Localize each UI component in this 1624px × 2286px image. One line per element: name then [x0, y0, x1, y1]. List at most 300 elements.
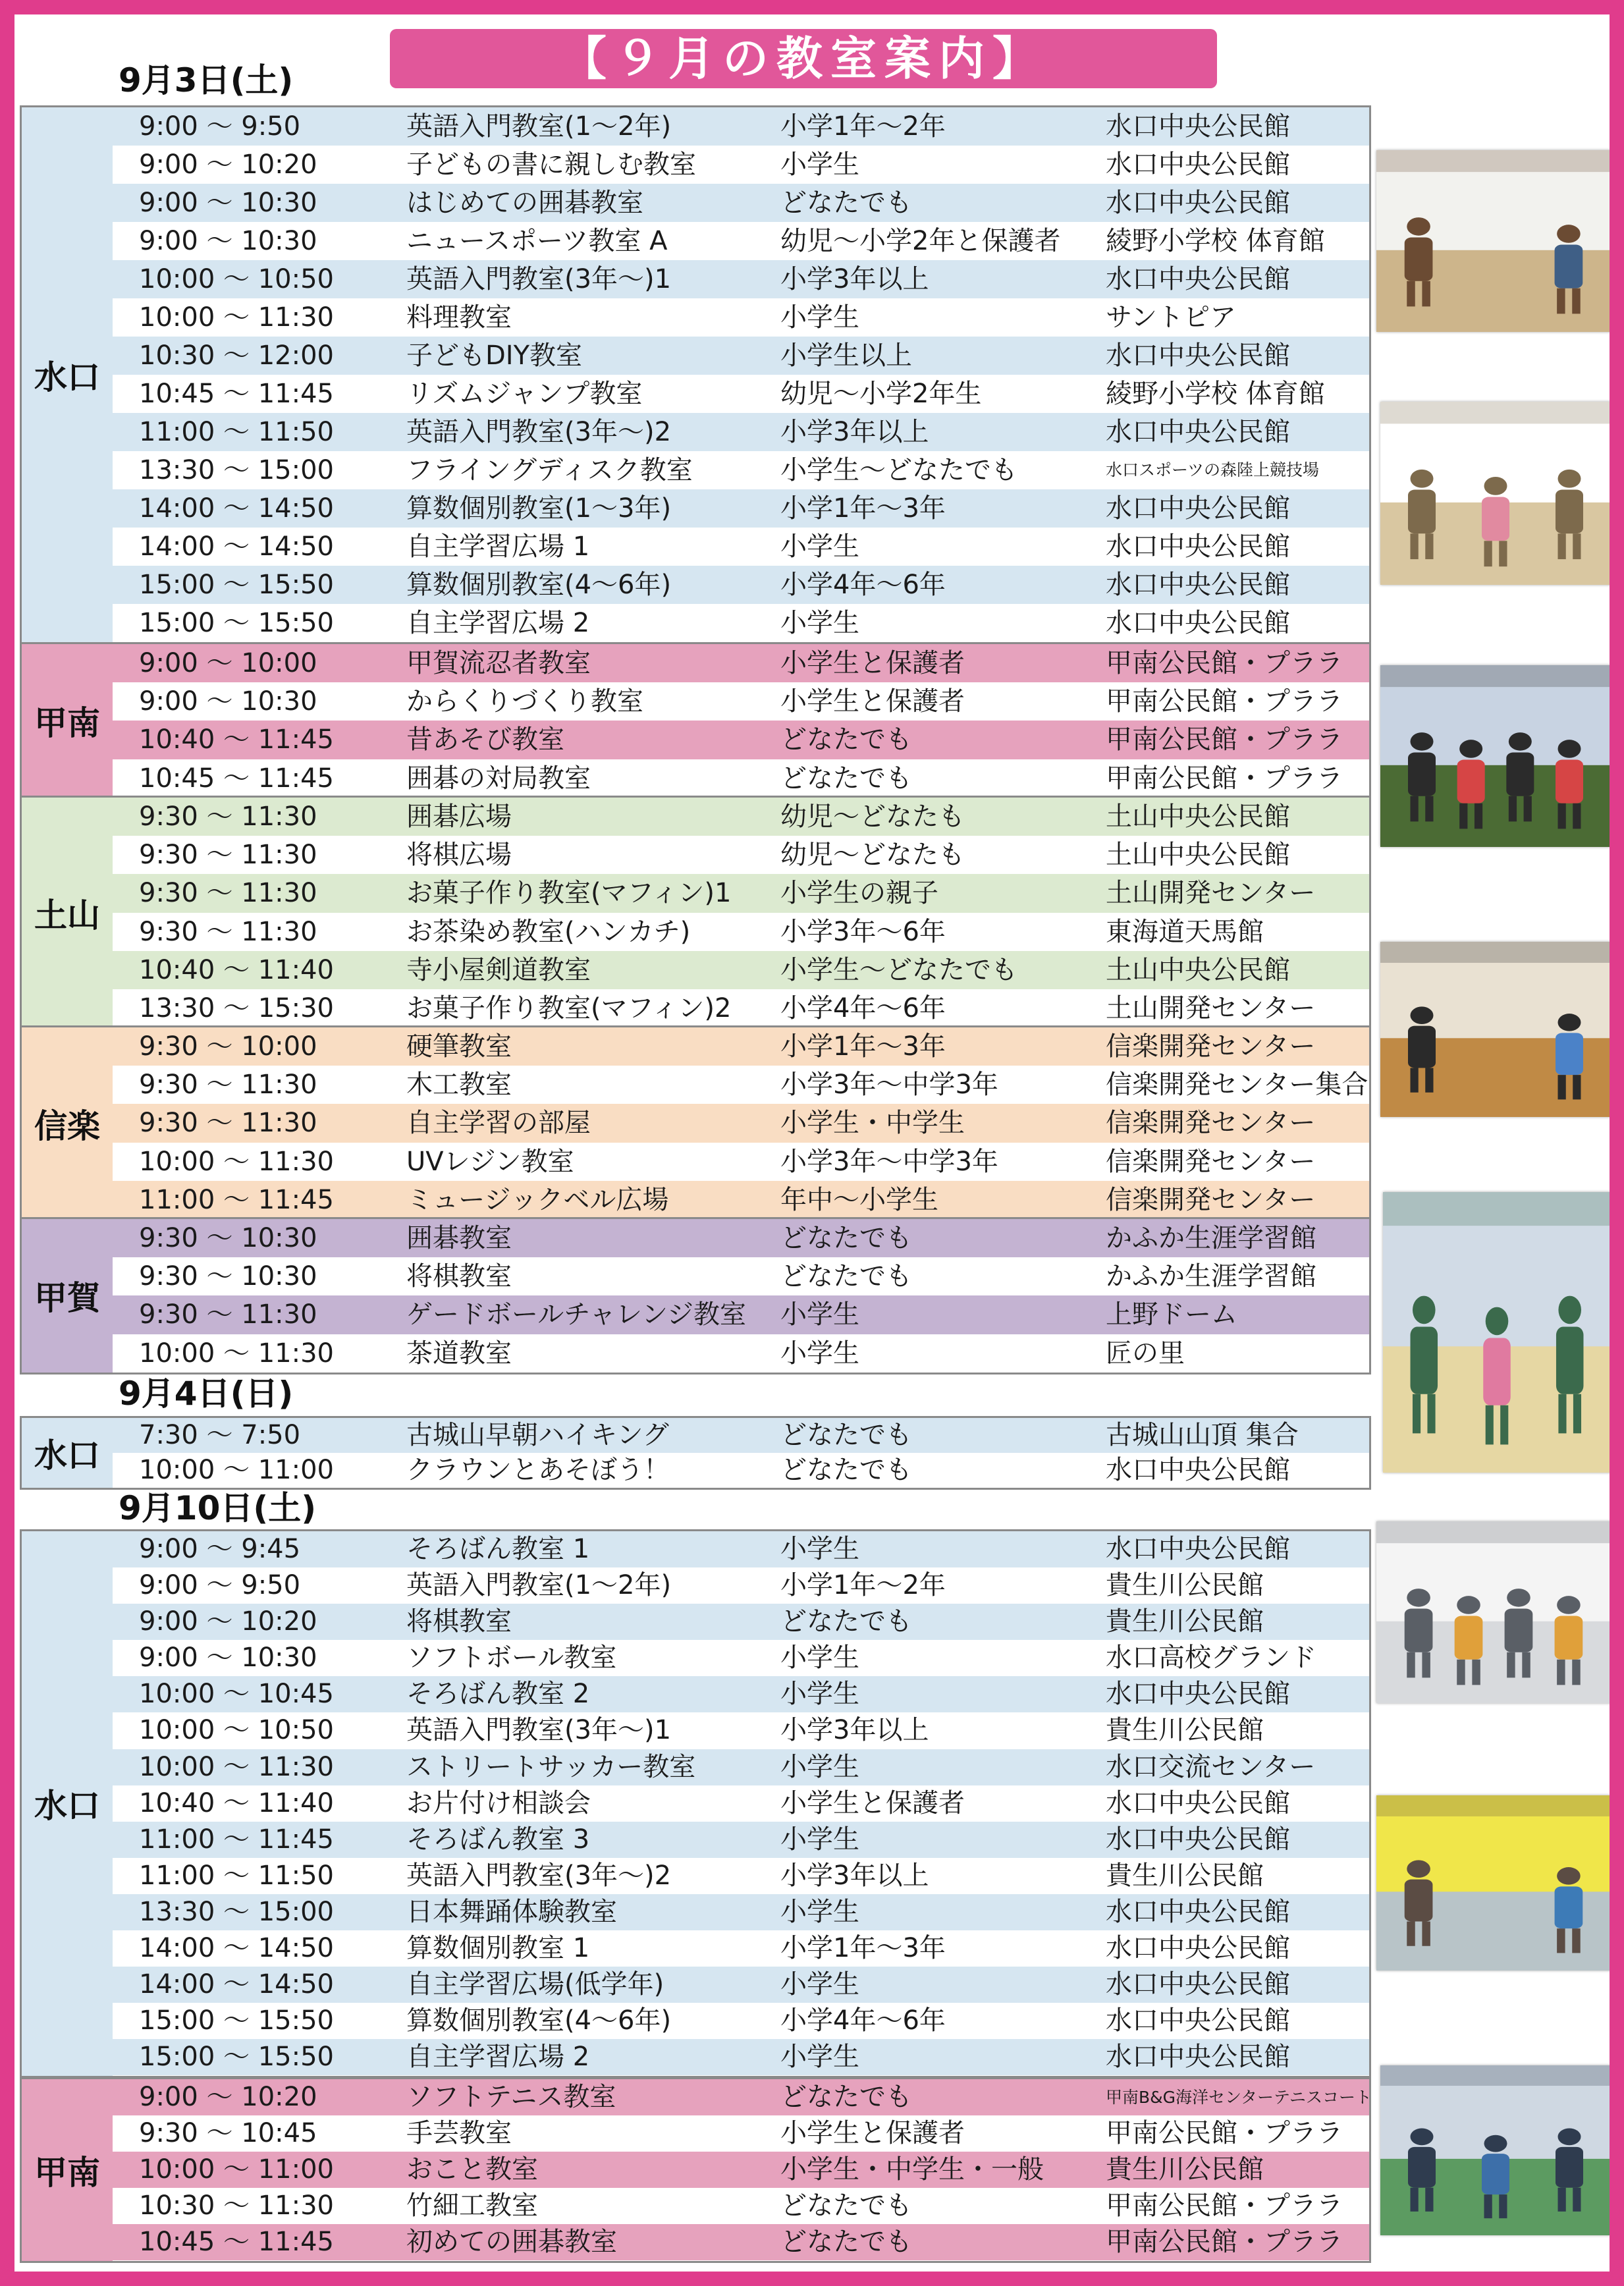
photo-farm-activity — [1380, 665, 1611, 847]
schedule-row — [113, 1712, 1369, 1749]
class-time: 9:00 ～ 10:30 — [139, 686, 317, 717]
class-time: 10:00 ～ 11:30 — [139, 1146, 334, 1177]
class-time: 11:00 ～ 11:45 — [139, 1824, 334, 1855]
class-time: 14:00 ～ 14:50 — [139, 493, 334, 524]
class-name: 茶道教室 — [406, 1338, 512, 1369]
schedule-row — [113, 1894, 1369, 1930]
class-target: 幼児～小学2年生 — [780, 379, 982, 409]
class-location: かふか生涯学習館 — [1106, 1223, 1316, 1253]
class-target: 小学3年～中学3年 — [780, 1070, 998, 1101]
class-target: 小学生 — [780, 1534, 859, 1564]
class-time: 11:00 ～ 11:50 — [139, 417, 334, 447]
schedule-row — [113, 1066, 1369, 1104]
class-location: 甲南公民館・プララ — [1106, 686, 1343, 717]
class-location: 上野ドーム — [1106, 1299, 1237, 1330]
class-location: 水口中央公民館 — [1106, 531, 1290, 562]
schedule-row — [113, 759, 1369, 798]
class-target: 小学3年～6年 — [780, 916, 946, 947]
class-time: 9:30 ～ 10:30 — [139, 1223, 317, 1253]
class-time: 9:00 ～ 9:50 — [139, 111, 301, 142]
class-time: 13:30 ～ 15:00 — [139, 1896, 334, 1927]
date-heading: 9月10日(土) — [119, 1489, 317, 1527]
schedule-row — [113, 451, 1369, 489]
schedule-row — [113, 1257, 1369, 1295]
class-time: 7:30 ～ 7:50 — [139, 1420, 301, 1450]
page-title: 【９月の教室案内】 — [390, 29, 1217, 88]
schedule-row — [113, 874, 1369, 912]
class-location: 水口中央公民館 — [1106, 2042, 1290, 2073]
region-label: 水口 — [22, 1531, 113, 2076]
class-name: リズムジャンプ教室 — [406, 379, 643, 409]
class-name: 算数個別教室(4～6年) — [406, 2005, 672, 2036]
class-name: 硬筆教室 — [406, 1031, 512, 1062]
class-location: 貴生川公民館 — [1106, 1570, 1264, 1601]
class-name: ゲードボールチャレンジ教室 — [406, 1299, 746, 1330]
class-location: 土山中央公民館 — [1106, 840, 1290, 871]
class-name: クラウンとあそぼう！ — [406, 1455, 670, 1485]
class-name: 自主学習の部屋 — [406, 1108, 591, 1139]
class-target: どなたでも — [780, 188, 912, 218]
class-time: 10:00 ～ 11:00 — [139, 1455, 334, 1485]
class-name: 自主学習広場 1 — [406, 531, 590, 562]
class-target: どなたでも — [780, 2227, 912, 2258]
class-name: UVレジン教室 — [406, 1146, 574, 1177]
class-time: 9:00 ～ 9:45 — [139, 1534, 301, 1564]
class-target: どなたでも — [780, 724, 912, 755]
class-time: 10:30 ～ 12:00 — [139, 340, 334, 371]
class-target: 小学生と保護者 — [780, 2118, 965, 2149]
schedule-row — [113, 1967, 1369, 2003]
class-name: 自主学習広場 2 — [406, 608, 590, 638]
class-time: 9:00 ～ 10:30 — [139, 188, 317, 218]
class-name: お茶染め教室(ハンカチ) — [406, 916, 691, 947]
class-target: 小学生 — [780, 150, 859, 180]
class-name: 将棋教室 — [406, 1261, 512, 1292]
class-target: 小学生 — [780, 1751, 859, 1782]
schedule-row — [113, 721, 1369, 759]
class-target: 小学3年以上 — [780, 417, 929, 447]
class-time: 10:40 ～ 11:40 — [139, 954, 334, 985]
schedule-row — [113, 644, 1369, 682]
class-name: ソフトボール教室 — [406, 1643, 617, 1674]
class-name: 英語入門教室(3年～)1 — [406, 264, 672, 294]
class-target: 小学3年以上 — [780, 1715, 929, 1746]
class-name: 将棋広場 — [406, 840, 512, 871]
class-time: 10:00 ～ 11:30 — [139, 1338, 334, 1369]
schedule-row — [113, 337, 1369, 375]
class-name: 寺小屋剣道教室 — [406, 954, 591, 985]
schedule-row — [113, 989, 1369, 1027]
class-location: 水口中央公民館 — [1106, 1933, 1290, 1964]
class-location: 甲南公民館・プララ — [1106, 724, 1343, 755]
class-target: 小学生 — [780, 1338, 859, 1369]
class-location: 水口中央公民館 — [1106, 1896, 1290, 1927]
class-location: 甲南公民館・プララ — [1106, 763, 1343, 794]
class-target: 小学生と保護者 — [780, 1787, 965, 1818]
class-name: 自主学習広場 2 — [406, 2042, 590, 2073]
schedule-row — [113, 2079, 1372, 2115]
class-target: 幼児～どなたも — [780, 840, 965, 871]
schedule-row — [113, 2152, 1369, 2188]
schedule-row — [113, 528, 1369, 566]
class-location: 土山開発センター — [1106, 878, 1316, 909]
schedule-row — [113, 1604, 1369, 1640]
schedule-row — [113, 1567, 1369, 1604]
class-location: 水口中央公民館 — [1106, 493, 1290, 524]
class-name: フライングディスク教室 — [406, 455, 693, 485]
class-name: からくりづくり教室 — [406, 686, 643, 717]
class-target: 小学3年～中学3年 — [780, 1146, 998, 1177]
class-time: 9:30 ～ 11:30 — [139, 840, 317, 871]
class-name: 子どもDIY教室 — [406, 340, 583, 371]
schedule-row — [113, 1676, 1369, 1712]
class-target: 小学生と保護者 — [780, 648, 965, 678]
class-name: 算数個別教室(1～3年) — [406, 493, 672, 524]
schedule-row — [113, 1181, 1369, 1219]
class-name: そろばん教室 2 — [406, 1679, 590, 1710]
class-target: 小学生 — [780, 302, 859, 333]
class-target: 小学1年～3年 — [780, 493, 946, 524]
class-time: 14:00 ～ 14:50 — [139, 531, 334, 562]
class-location: 水口中央公民館 — [1106, 111, 1290, 142]
photo-gym-event — [1380, 942, 1611, 1117]
class-target: 小学生 — [780, 608, 859, 638]
region-label: 甲賀 — [22, 1219, 113, 1373]
class-location: 水口中央公民館 — [1106, 188, 1290, 218]
schedule-row — [113, 682, 1369, 721]
class-time: 9:00 ～ 9:50 — [139, 1570, 301, 1601]
class-name: 囲碁の対局教室 — [406, 763, 591, 794]
class-target: 小学1年～3年 — [780, 1933, 946, 1964]
class-target: 小学1年～3年 — [780, 1031, 946, 1062]
class-location: 水口高校グランド — [1106, 1643, 1316, 1674]
class-name: 木工教室 — [406, 1070, 512, 1101]
class-target: 小学生 — [780, 1643, 859, 1674]
photo-traditional-play — [1380, 402, 1611, 585]
class-location: 甲南公民館・プララ — [1106, 2191, 1343, 2221]
class-name: 子どもの書に親しむ教室 — [406, 150, 696, 180]
class-time: 10:40 ～ 11:40 — [139, 1787, 334, 1818]
class-time: 10:00 ～ 11:30 — [139, 302, 334, 333]
class-location: 土山中央公民館 — [1106, 954, 1290, 985]
class-name: お片付け相談会 — [406, 1787, 591, 1818]
class-time: 14:00 ～ 14:50 — [139, 1969, 334, 2000]
class-name: 手芸教室 — [406, 2118, 512, 2149]
class-location: 甲南公民館・プララ — [1106, 648, 1343, 678]
class-time: 10:45 ～ 11:45 — [139, 379, 334, 409]
class-name: ミュージックベル広場 — [406, 1184, 669, 1215]
region-label: 甲南 — [22, 2079, 113, 2261]
photo-cooking-class — [1376, 1521, 1611, 1703]
class-location: 水口中央公民館 — [1106, 1534, 1290, 1564]
class-target: どなたでも — [780, 2191, 912, 2221]
class-target: 小学生 — [780, 2042, 859, 2073]
class-location: 水口交流センター — [1106, 1751, 1316, 1782]
schedule-row — [113, 1930, 1369, 1967]
class-name: 古城山早朝ハイキング — [406, 1420, 669, 1450]
class-location: 水口中央公民館 — [1106, 1787, 1290, 1818]
schedule-row — [113, 489, 1369, 528]
class-name: 英語入門教室(1～2年) — [406, 111, 672, 142]
class-time: 15:00 ～ 15:50 — [139, 2005, 334, 2036]
class-time: 10:00 ～ 10:50 — [139, 1715, 334, 1746]
class-name: 自主学習広場(低学年) — [406, 1969, 664, 2000]
class-target: 小学3年以上 — [780, 264, 929, 294]
class-name: お菓子作り教室(マフィン)1 — [406, 878, 732, 909]
class-location: 水口中央公民館 — [1106, 1824, 1290, 1855]
class-time: 9:00 ～ 10:20 — [139, 150, 317, 180]
class-target: 小学4年～6年 — [780, 570, 946, 600]
class-name: 囲碁教室 — [406, 1223, 512, 1253]
region-block — [20, 2077, 1371, 2263]
class-location: 土山開発センター — [1106, 993, 1316, 1023]
schedule-row — [113, 1785, 1369, 1822]
class-name: 竹細工教室 — [406, 2191, 538, 2221]
class-time: 9:00 ～ 10:20 — [139, 2082, 317, 2112]
class-location: 水口中央公民館 — [1106, 340, 1290, 371]
class-location: 水口中央公民館 — [1106, 570, 1290, 600]
class-location: 水口中央公民館 — [1106, 608, 1290, 638]
class-name: 英語入門教室(3年～)2 — [406, 417, 672, 447]
class-location: 貴生川公民館 — [1106, 1606, 1264, 1637]
class-target: 小学1年～2年 — [780, 111, 946, 142]
schedule-row — [113, 1858, 1369, 1894]
class-name: ストリートサッカー教室 — [406, 1751, 696, 1782]
class-target: 小学生 — [780, 1299, 859, 1330]
schedule-row — [113, 1104, 1369, 1142]
region-label: 甲南 — [22, 644, 113, 798]
schedule-row — [113, 222, 1369, 260]
class-name: 日本舞踊体験教室 — [406, 1896, 617, 1927]
class-time: 10:00 ～ 10:45 — [139, 1679, 334, 1710]
schedule-row — [113, 836, 1369, 874]
class-location: 信楽開発センター集合 — [1106, 1070, 1368, 1101]
class-location: 信楽開発センター — [1106, 1146, 1316, 1177]
class-time: 9:30 ～ 10:45 — [139, 2118, 317, 2149]
class-name: 昔あそび教室 — [406, 724, 564, 755]
class-name: 初めての囲碁教室 — [406, 2227, 617, 2258]
class-location: 信楽開発センター — [1106, 1108, 1316, 1139]
region-label: 水口 — [22, 107, 113, 642]
class-target: 小学生～どなたでも — [780, 954, 1017, 985]
region-block — [20, 796, 1371, 1029]
region-block — [20, 642, 1371, 800]
class-target: 小学生 — [780, 1679, 859, 1710]
class-location: 水口中央公民館 — [1106, 264, 1290, 294]
class-time: 11:00 ～ 11:45 — [139, 1184, 334, 1215]
class-name: 算数個別教室(4～6年) — [406, 570, 672, 600]
class-location: 甲南B&G海洋センターテニスコート — [1106, 2088, 1372, 2107]
region-label: 水口 — [22, 1418, 113, 1488]
class-time: 9:30 ～ 11:30 — [139, 1070, 317, 1101]
class-time: 9:30 ～ 11:30 — [139, 878, 317, 909]
schedule-row — [113, 2039, 1369, 2075]
class-target: 年中～小学生 — [780, 1184, 938, 1215]
class-time: 9:30 ～ 10:30 — [139, 1261, 317, 1292]
class-target: どなたでも — [780, 763, 912, 794]
class-location: 甲南公民館・プララ — [1106, 2227, 1343, 2258]
photo-tennis-class — [1380, 2065, 1611, 2235]
class-name: そろばん教室 3 — [406, 1824, 590, 1855]
class-location: 水口中央公民館 — [1106, 2005, 1290, 2036]
class-location: かふか生涯学習館 — [1106, 1261, 1316, 1292]
schedule-row — [113, 298, 1369, 337]
class-time: 9:00 ～ 10:30 — [139, 226, 317, 256]
class-time: 13:30 ～ 15:00 — [139, 455, 334, 485]
photo-indoor-hall — [1383, 1192, 1611, 1473]
class-target: どなたでも — [780, 1261, 912, 1292]
class-time: 14:00 ～ 14:50 — [139, 1933, 334, 1964]
class-target: 小学生の親子 — [780, 878, 938, 909]
region-block — [20, 1025, 1371, 1221]
class-location: 水口中央公民館 — [1106, 1969, 1290, 2000]
schedule-row — [113, 1027, 1369, 1066]
class-target: 小学3年以上 — [780, 1860, 929, 1891]
class-time: 9:00 ～ 10:30 — [139, 1643, 317, 1674]
class-location: 匠の里 — [1106, 1338, 1185, 1369]
class-target: 小学生 — [780, 1969, 859, 2000]
schedule-row — [113, 913, 1369, 951]
class-location: 信楽開発センター — [1106, 1184, 1316, 1215]
class-location: 綾野小学校 体育館 — [1106, 379, 1325, 409]
class-location: 貴生川公民館 — [1106, 1715, 1264, 1746]
schedule-row — [113, 375, 1369, 413]
schedule-row — [113, 1143, 1369, 1181]
class-target: 幼児～どなたも — [780, 802, 965, 832]
schedule-row — [113, 1453, 1369, 1488]
class-time: 9:30 ～ 11:30 — [139, 1299, 317, 1330]
class-target: どなたでも — [780, 1455, 912, 1485]
class-target: 小学生・中学生・一般 — [780, 2154, 1044, 2185]
class-time: 13:30 ～ 15:30 — [139, 993, 334, 1023]
class-target: どなたでも — [780, 1606, 912, 1637]
date-heading: 9月3日(土) — [119, 61, 294, 99]
class-time: 10:00 ～ 11:30 — [139, 1751, 334, 1782]
region-block — [20, 105, 1371, 644]
class-time: 9:30 ～ 11:30 — [139, 802, 317, 832]
class-target: どなたでも — [780, 1420, 912, 1450]
class-target: 小学4年～6年 — [780, 2005, 946, 2036]
class-target: 小学4年～6年 — [780, 993, 946, 1023]
photo-craft-class — [1376, 1795, 1611, 1971]
region-block — [20, 1217, 1371, 1374]
class-time: 9:00 ～ 10:20 — [139, 1606, 317, 1637]
class-location: 東海道天馬館 — [1106, 916, 1264, 947]
date-heading: 9月4日(日) — [119, 1374, 294, 1413]
class-location: サントピア — [1106, 302, 1236, 333]
class-location: 水口中央公民館 — [1106, 1455, 1290, 1485]
class-location: 古城山山頂 集合 — [1106, 1420, 1299, 1450]
schedule-row — [113, 146, 1369, 184]
class-location: 甲南公民館・プララ — [1106, 2118, 1343, 2149]
class-target: 小学生～どなたでも — [780, 455, 1017, 485]
class-location: 土山中央公民館 — [1106, 802, 1290, 832]
class-time: 9:30 ～ 11:30 — [139, 916, 317, 947]
schedule-row — [113, 2224, 1369, 2260]
class-time: 10:45 ～ 11:45 — [139, 2227, 334, 2258]
class-location: 信楽開発センター — [1106, 1031, 1316, 1062]
photo-shogi-class — [1376, 150, 1611, 332]
schedule-row — [113, 1749, 1369, 1785]
schedule-row — [113, 184, 1369, 222]
class-name: 料理教室 — [406, 302, 512, 333]
schedule-row — [113, 2188, 1369, 2224]
class-time: 9:30 ～ 11:30 — [139, 1108, 317, 1139]
class-location: 貴生川公民館 — [1106, 1860, 1264, 1891]
schedule-row — [113, 1219, 1369, 1257]
class-target: 小学生 — [780, 531, 859, 562]
schedule-row — [113, 2115, 1369, 2152]
class-location: 水口中央公民館 — [1106, 417, 1290, 447]
schedule-row — [113, 260, 1369, 298]
class-time: 10:30 ～ 11:30 — [139, 2191, 334, 2221]
schedule-row — [113, 566, 1369, 604]
class-time: 9:00 ～ 10:00 — [139, 648, 317, 678]
class-target: 小学生 — [780, 1824, 859, 1855]
class-time: 11:00 ～ 11:50 — [139, 1860, 334, 1891]
class-location: 水口中央公民館 — [1106, 150, 1290, 180]
schedule-row — [113, 798, 1369, 836]
class-time: 10:45 ～ 11:45 — [139, 763, 334, 794]
schedule-row — [113, 1295, 1369, 1334]
class-time: 10:00 ～ 10:50 — [139, 264, 334, 294]
class-time: 10:40 ～ 11:45 — [139, 724, 334, 755]
region-label: 信楽 — [22, 1027, 113, 1219]
class-name: 英語入門教室(3年～)2 — [406, 1860, 672, 1891]
schedule-row — [113, 604, 1369, 642]
class-target: 小学生と保護者 — [780, 686, 965, 717]
class-target: 小学生・中学生 — [780, 1108, 965, 1139]
schedule-row — [113, 107, 1369, 146]
region-label: 土山 — [22, 798, 113, 1027]
class-name: ニュースポーツ教室 A — [406, 226, 668, 256]
class-time: 15:00 ～ 15:50 — [139, 2042, 334, 2073]
class-location: 貴生川公民館 — [1106, 2154, 1264, 2185]
schedule-row — [113, 1531, 1369, 1567]
class-location: 水口中央公民館 — [1106, 1679, 1290, 1710]
class-name: はじめての囲碁教室 — [406, 188, 643, 218]
schedule-row — [113, 951, 1369, 989]
class-name: ソフトテニス教室 — [406, 2082, 616, 2112]
class-name: 算数個別教室 1 — [406, 1933, 590, 1964]
class-target: どなたでも — [780, 2082, 912, 2112]
class-target: 小学1年～2年 — [780, 1570, 946, 1601]
class-target: 小学生以上 — [780, 340, 912, 371]
class-target: どなたでも — [780, 1223, 912, 1253]
class-time: 15:00 ～ 15:50 — [139, 570, 334, 600]
class-target: 幼児～小学2年と保護者 — [780, 226, 1061, 256]
class-name: お菓子作り教室(マフィン)2 — [406, 993, 732, 1023]
class-time: 9:30 ～ 10:00 — [139, 1031, 317, 1062]
class-name: 将棋教室 — [406, 1606, 512, 1637]
class-location: 水口スポーツの森陸上競技場 — [1106, 460, 1320, 479]
schedule-row — [113, 2003, 1369, 2039]
class-name: そろばん教室 1 — [406, 1534, 590, 1564]
class-name: 英語入門教室(3年～)1 — [406, 1715, 672, 1746]
class-location: 綾野小学校 体育館 — [1106, 226, 1325, 256]
class-time: 15:00 ～ 15:50 — [139, 608, 334, 638]
class-name: 囲碁広場 — [406, 802, 512, 832]
class-name: 英語入門教室(1～2年) — [406, 1570, 672, 1601]
schedule-row — [113, 1640, 1369, 1676]
schedule-row — [113, 413, 1369, 451]
schedule-row — [113, 1334, 1369, 1373]
class-time: 10:00 ～ 11:00 — [139, 2154, 334, 2185]
class-name: 甲賀流忍者教室 — [406, 648, 591, 678]
class-target: 小学生 — [780, 1896, 859, 1927]
schedule-row — [113, 1418, 1369, 1453]
region-block — [20, 1416, 1371, 1490]
